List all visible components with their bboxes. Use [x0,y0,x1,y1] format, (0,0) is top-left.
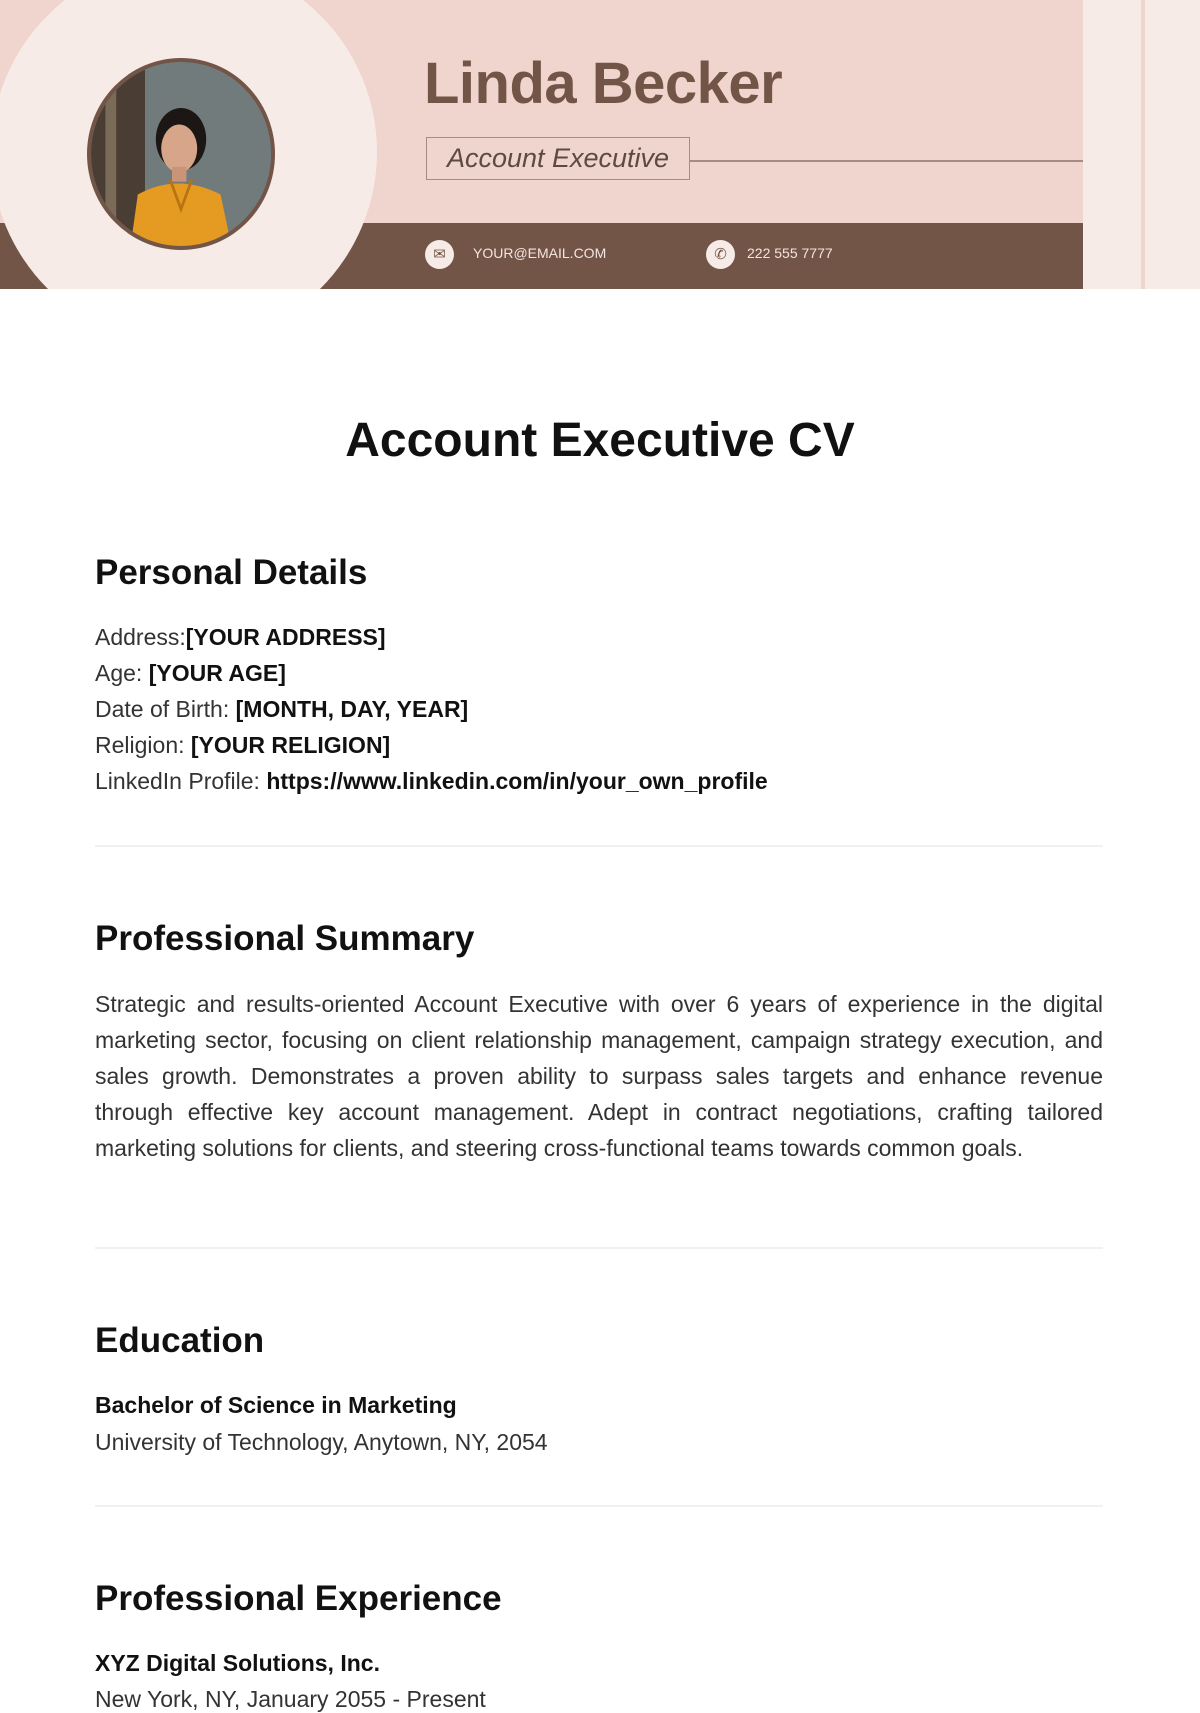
detail-value: [YOUR ADDRESS] [185,624,386,650]
detail-age [95,660,286,687]
detail-dob [95,696,468,723]
email-text: YOUR@EMAIL.COM [473,245,607,261]
detail-address [95,624,386,651]
experience-location-dates: New York, NY, January 2055 - Present [95,1686,486,1712]
detail-label: Age: [95,660,149,686]
detail-label: Address: [95,624,186,650]
education-school: University of Technology, Anytown, NY, 2054 [95,1429,548,1455]
detail-label: Religion: [95,732,191,758]
document-title: Account Executive CV [345,414,855,467]
detail-linkedin [95,768,768,795]
summary-text: Strategic and results-oriented Account Executive with over 6 years of experience in the digital marketing sector, focusing on client relationship management, campaign strategy execution, and sales growth. Demonstrates a proven ability to surpass sales targets and enhance revenue through effective key account management. Adept in contract negotiations, crafting tailored marketing solutions for clients, and steering cross-functional teams towards common goals. [95,991,1103,1161]
detail-value: [MONTH, DAY, YEAR] [235,696,469,722]
detail-label: LinkedIn Profile: [95,768,267,794]
job-title: Account Executive [426,137,690,180]
personal-details-heading: Personal Details [95,553,368,592]
section-divider [95,1247,1103,1249]
education-heading: Education [95,1321,265,1360]
section-divider [95,845,1103,847]
phone-icon: ✆ [706,240,735,269]
title-rule [690,160,1083,162]
education-degree: Bachelor of Science in Marketing [95,1392,457,1418]
email-icon: ✉ [425,240,454,269]
detail-label: Date of Birth: [95,696,236,722]
detail-value: [YOUR RELIGION] [190,732,391,758]
detail-value: [YOUR AGE] [148,660,286,686]
decorative-strip [1141,0,1145,289]
cv-header [0,0,1200,289]
phone-text: 222 555 7777 [747,245,833,261]
experience-company: XYZ Digital Solutions, Inc. [95,1650,380,1676]
profile-photo [87,58,275,250]
detail-religion [95,732,390,759]
section-divider [95,1505,1103,1507]
summary-heading: Professional Summary [95,919,475,958]
candidate-name: Linda Becker [424,51,783,116]
linkedin-link[interactable]: https://www.linkedin.com/in/your_own_profile [266,768,768,794]
experience-heading: Professional Experience [95,1579,502,1618]
